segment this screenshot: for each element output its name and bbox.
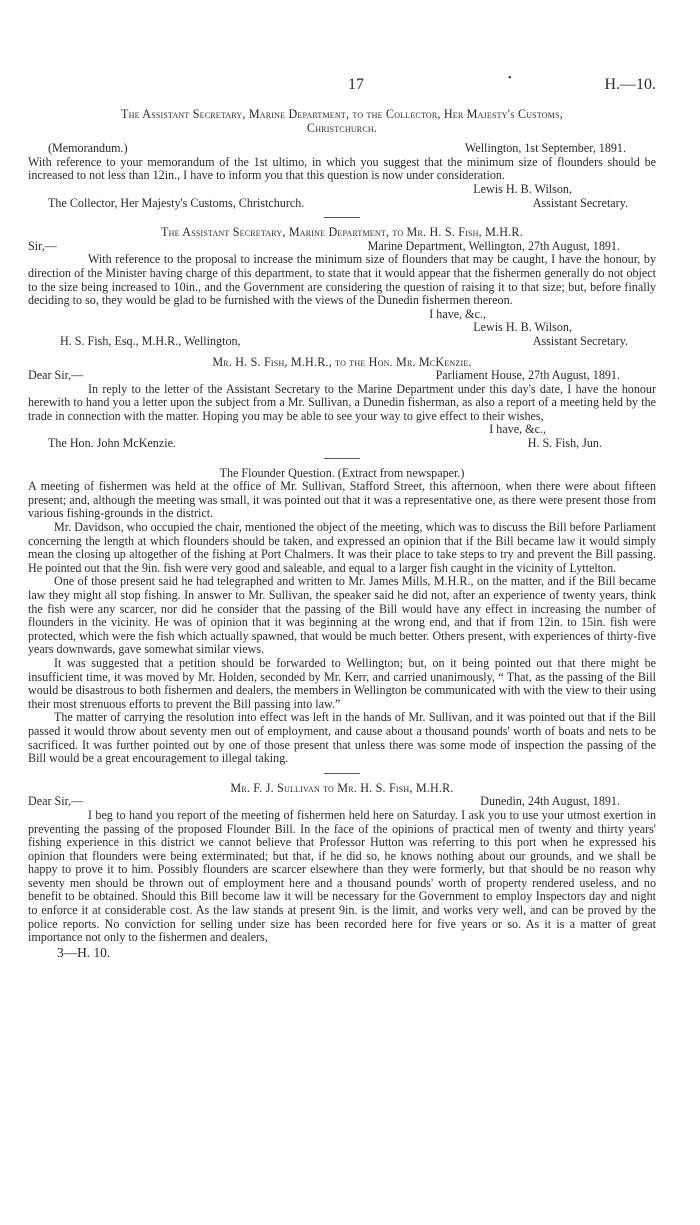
letter-4-heading: Mr. F. J. Sullivan to Mr. H. S. Fish, M.H.R. bbox=[230, 780, 454, 795]
letter-2-dateline bbox=[28, 240, 656, 254]
place-date: Marine Department, Wellington, 27th August, 1891. bbox=[367, 238, 620, 253]
addressee: The Collector, Her Majesty's Customs, Christchurch. bbox=[48, 195, 305, 210]
salutation: Sir,— bbox=[28, 238, 57, 253]
document-reference: H.—10. bbox=[604, 76, 656, 93]
section-divider bbox=[324, 458, 360, 459]
letter-2 bbox=[28, 226, 656, 348]
place-date: Parliament House, 27th August, 1891. bbox=[435, 368, 620, 383]
letter-3-dateline bbox=[28, 369, 656, 383]
signatory: H. S. Fish, Jun. bbox=[527, 436, 602, 451]
letter-2-body: With reference to the proposal to increase the minimum size of flounders that may be caught, I have the honour, by direction of the Minister having charge of this department, to state that it would appear that the fishermen generally do not object to the size being increased to 10in., and the Government are considering the question of raising it to that size; but, before finally deciding to so, they would be glad to be furnished with the views of the Dunedin fishermen thereon. bbox=[28, 252, 656, 308]
place-date: Dunedin, 24th August, 1891. bbox=[480, 794, 620, 809]
signatory: Lewis H. B. Wilson, bbox=[473, 181, 572, 196]
addressee: H. S. Fish, Esq., M.H.R., Wellington, bbox=[60, 333, 241, 348]
article-paragraph: A meeting of fishermen was held at the office of Mr. Sullivan, Stafford Street, this afternoon, when there were about fifteen present; and, although the meeting was small, it was pointed out that it was a representative one, as there were present those from various fishing-grounds in the district. bbox=[28, 479, 656, 521]
section-divider bbox=[324, 773, 360, 774]
letter-3-body: In reply to the letter of the Assistant Secretary to the Marine Department under this day's date, I have the honour herewith to hand you a letter upon the subject from a Mr. Sullivan, a Dunedin fisherman, as also a report of a meeting held by the trade in connection with the matter. Hoping you may be able to see your way to give effect to their wishes, bbox=[28, 381, 656, 423]
addressee: The Hon. John McKenzie. bbox=[48, 436, 176, 451]
letter-2-heading: The Assistant Secretary, Marine Department, to Mr. H. S. Fish, M.H.R. bbox=[161, 225, 523, 240]
memo-1-heading: The Assistant Secretary, Marine Department, to the Collector, Her Majesty's Customs, Christchurch. bbox=[121, 107, 563, 135]
letter-3-footer bbox=[28, 437, 656, 451]
memo-1-dateline bbox=[28, 142, 656, 156]
salutation: Dear Sir,— bbox=[28, 794, 84, 809]
memo-type: (Memorandum.) bbox=[48, 141, 128, 156]
article-heading: The Flounder Question. (Extract from newspaper.) bbox=[219, 465, 465, 480]
sheet-reference: 3—H. 10. bbox=[57, 944, 111, 960]
signatory-title: Assistant Secretary. bbox=[532, 333, 628, 348]
newspaper-extract bbox=[28, 467, 656, 766]
page-header bbox=[28, 73, 656, 108]
stray-mark: • bbox=[508, 73, 512, 84]
letter-4 bbox=[28, 782, 656, 945]
letter-3-heading: Mr. H. S. Fish, M.H.R., to the Hon. Mr. McKenzie. bbox=[212, 354, 472, 369]
memo-1 bbox=[28, 108, 656, 210]
article-paragraph: The matter of carrying the resolution into effect was left in the hands of Mr. Sullivan, and it was pointed out that if the Bill passed it would throw about seventy men out of employment, and cause about a thousand pounds' worth of boats and nets to be sacrificed. It was further pointed out by one of those present that unless there was some mode of inspection the passing of the Bill would be a great encouragement to illegal taking. bbox=[28, 710, 656, 766]
memo-1-footer bbox=[28, 197, 656, 211]
article-paragraph: Mr. Davidson, who occupied the chair, mentioned the object of the meeting, which was to discuss the Bill before Parliament concerning the length at which flounders should be taken, and expressed an opinion that if the Bill became law it would simply mean the closing up altogether of the fishing at Port Chalmers. It was their place to take steps to try and prevent the Bill passing. He pointed out that the 9in. fish were very good and saleable, and equal to a larger fish caught in the vicinity of Lyttelton. bbox=[28, 520, 656, 575]
signatory: Lewis H. B. Wilson, bbox=[473, 320, 572, 335]
signatory-title: Assistant Secretary. bbox=[532, 195, 628, 210]
salutation: Dear Sir,— bbox=[28, 368, 84, 383]
place-date: Wellington, 1st September, 1891. bbox=[464, 141, 626, 156]
closing: I have, &c., bbox=[429, 306, 486, 321]
page-number: 17 bbox=[348, 76, 364, 93]
letter-2-footer bbox=[28, 335, 656, 349]
letter-3 bbox=[28, 356, 656, 451]
letter-4-dateline bbox=[28, 795, 656, 809]
article-paragraph: It was suggested that a petition should be forwarded to Wellington; but, on it being pointed out that there might be insufficient time, it was moved by Mr. Holden, seconded by Mr. Kerr, and carried unanimously, “ That, as the passing of the Bill would be disastrous to both fishermen and dealers, the members in Wellington be communicated with with the view to their using their most strenuous efforts to prevent the Bill passing into law.” bbox=[28, 655, 656, 711]
document-page bbox=[28, 73, 656, 960]
article-paragraph: One of those present said he had telegraphed and written to Mr. James Mills, M.H.R., on the matter, and if the Bill became law they might all stop fishing. In answer to Mr. Sullivan, the speaker said he did not, after an experience of twenty years, think the fish were any scarcer, nor did he consider that the passing of the Bill would have any effect in increasing the number of flounders in the vicinity. He was of opinion that it was beginning at the wrong end, and that if from 12in. to 15in. fish were protected, which were the fish which actually spawned, that would be much better. Others present, with experiences of thirty-five years downwards, gave somewhat similar views. bbox=[28, 574, 656, 657]
section-divider bbox=[324, 217, 360, 218]
closing: I have, &c., bbox=[489, 422, 546, 437]
letter-4-body: I beg to hand you report of the meeting of fishermen held here on Saturday. I ask you to use your utmost exertion in preventing the passing of the proposed Flounder Bill. In the face of the opinions of practical men of twenty and thirty years' fishing experience in this district we cannot believe that Professor Hutton was referring to this port when he expressed his opinion that flounders were being exterminated; but that, if he did so, he knows nothing about our grounds, and we shall be happy to prove it to him. Possibly flounders are scarcer elsewhere than they were formerly, but that should be no reason why seventy men should be thrown out of employment here and a thousand pounds' worth of property rendered useless, and no benefit to be obtained. Should this Bill become law it will be necessary for the Government to employ Inspectors day and night to enforce it at considerable cost. As the law stands at present 9in. is the limit, and works very well, and can be proved by the police reports. No conviction for selling under size has been recorded here for five years or so. As it is a matter of great importance not only to the fishermen and dealers, bbox=[28, 807, 656, 945]
memo-1-body: With reference to your memorandum of the 1st ultimo, in which you suggest that the minimum size of flounders should be increased to not less than 12in., I have to inform you that this question is now under consideration. bbox=[28, 154, 656, 183]
